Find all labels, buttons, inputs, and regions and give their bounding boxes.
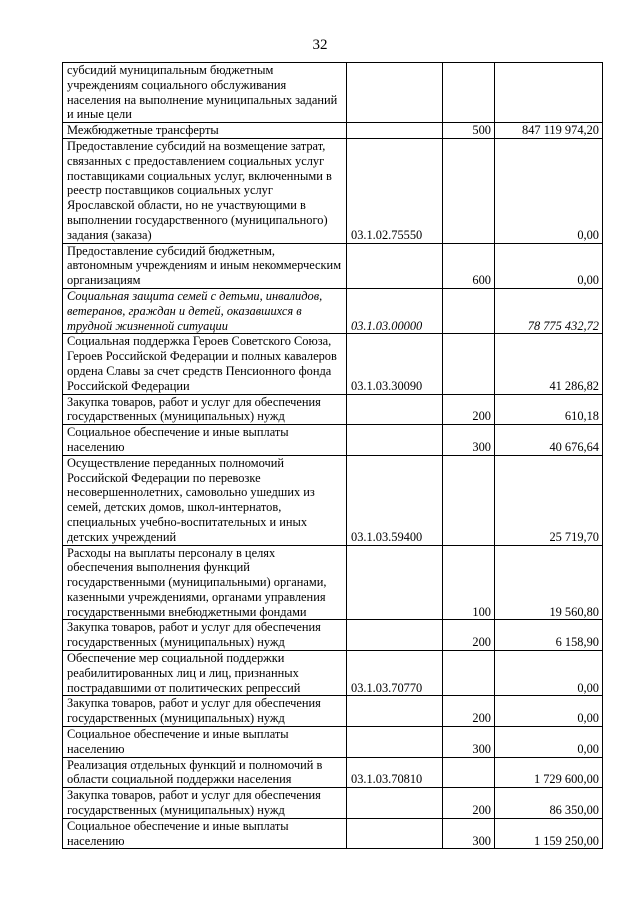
table-row: [63, 727, 603, 758]
row-type-cell: 300: [443, 425, 495, 456]
row-name-cell: Реализация отдельных функций и полномочий в области социальной поддержки населения: [63, 757, 347, 788]
row-name-cell: Социальная защита семей с детьми, инвалидов, ветеранов, граждан и детей, оказавшихся в трудной жизненной ситуации: [63, 288, 347, 333]
row-code-cell: [347, 63, 443, 123]
row-type-cell: 300: [443, 818, 495, 849]
row-code-cell: [347, 620, 443, 651]
row-code-cell: [347, 788, 443, 819]
row-name-cell: Социальная поддержка Героев Советского Союза, Героев Российской Федерации и полных кавалеров ордена Славы за счет средств Пенсионного фонда Российской Федерации: [63, 334, 347, 394]
table-row: [63, 455, 603, 545]
row-name-cell: субсидий муниципальным бюджетным учреждениям социального обслуживания населения на выполнение муниципальных заданий и иные цели: [63, 63, 347, 123]
row-sum-cell: 0,00: [495, 696, 603, 727]
table-row: [63, 818, 603, 849]
table-row: [63, 620, 603, 651]
row-type-cell: 500: [443, 123, 495, 139]
row-code-cell: [347, 696, 443, 727]
table-row: [63, 788, 603, 819]
table-row: [63, 288, 603, 333]
table-row: [63, 394, 603, 425]
row-sum-cell: 0,00: [495, 243, 603, 288]
row-sum-cell: 41 286,82: [495, 334, 603, 394]
row-sum-cell: 40 676,64: [495, 425, 603, 456]
row-sum-cell: 6 158,90: [495, 620, 603, 651]
row-sum-cell: 1 729 600,00: [495, 757, 603, 788]
row-code-cell: 03.1.03.59400: [347, 455, 443, 545]
row-sum-cell: 0,00: [495, 651, 603, 696]
row-name-cell: Социальное обеспечение и иные выплаты населению: [63, 818, 347, 849]
row-name-cell: Предоставление субсидий на возмещение затрат, связанных с предоставлением социальных услуг поставщиками социальных услуг, включенными в реестр поставщиков социальных услуг Ярославской области, но не участвующими в выполнении государственного (муниципального) задания (заказа): [63, 138, 347, 243]
row-sum-cell: 610,18: [495, 394, 603, 425]
page-number: 32: [312, 37, 328, 53]
table-row: [63, 425, 603, 456]
row-code-cell: 03.1.02.75550: [347, 138, 443, 243]
row-name-cell: Социальное обеспечение и иные выплаты населению: [63, 727, 347, 758]
row-type-cell: [443, 455, 495, 545]
row-code-cell: 03.1.03.70810: [347, 757, 443, 788]
row-name-cell: Межбюджетные трансферты: [63, 123, 347, 139]
row-name-cell: Предоставление субсидий бюджетным, автономным учреждениям и иным некоммерческим организациям: [63, 243, 347, 288]
row-type-cell: 200: [443, 696, 495, 727]
budget-table-body: [63, 63, 603, 849]
row-sum-cell: 19 560,80: [495, 545, 603, 620]
row-name-cell: Расходы на выплаты персоналу в целях обеспечения выполнения функций государственными (муниципальными) органами, казенными учреждениями, органами управления государственными внебюджетными фондами: [63, 545, 347, 620]
row-type-cell: [443, 757, 495, 788]
row-type-cell: [443, 334, 495, 394]
row-sum-cell: [495, 63, 603, 123]
row-sum-cell: 1 159 250,00: [495, 818, 603, 849]
table-row: [63, 651, 603, 696]
row-code-cell: [347, 727, 443, 758]
row-sum-cell: 86 350,00: [495, 788, 603, 819]
row-sum-cell: 847 119 974,20: [495, 123, 603, 139]
row-type-cell: [443, 651, 495, 696]
row-name-cell: Закупка товаров, работ и услуг для обеспечения государственных (муниципальных) нужд: [63, 696, 347, 727]
row-code-cell: [347, 394, 443, 425]
row-name-cell: Закупка товаров, работ и услуг для обеспечения государственных (муниципальных) нужд: [63, 620, 347, 651]
table-row: [63, 757, 603, 788]
row-type-cell: 100: [443, 545, 495, 620]
row-type-cell: 300: [443, 727, 495, 758]
row-sum-cell: 25 719,70: [495, 455, 603, 545]
row-type-cell: [443, 138, 495, 243]
row-type-cell: 200: [443, 394, 495, 425]
table-row: [63, 138, 603, 243]
row-type-cell: 600: [443, 243, 495, 288]
row-name-cell: Социальное обеспечение и иные выплаты населению: [63, 425, 347, 456]
row-sum-cell: 0,00: [495, 727, 603, 758]
row-sum-cell: 0,00: [495, 138, 603, 243]
row-name-cell: Закупка товаров, работ и услуг для обеспечения государственных (муниципальных) нужд: [63, 788, 347, 819]
row-code-cell: 03.1.03.00000: [347, 288, 443, 333]
row-code-cell: 03.1.03.70770: [347, 651, 443, 696]
row-code-cell: [347, 545, 443, 620]
row-sum-cell: 78 775 432,72: [495, 288, 603, 333]
row-type-cell: [443, 288, 495, 333]
row-type-cell: [443, 63, 495, 123]
row-name-cell: Осуществление переданных полномочий Российской Федерации по перевозке несовершеннолетних, самовольно ушедших из семей, детских домов, школ-интернатов, специальных учебно-воспитательных и иных детских учреждений: [63, 455, 347, 545]
row-code-cell: [347, 425, 443, 456]
row-code-cell: [347, 818, 443, 849]
row-type-cell: 200: [443, 620, 495, 651]
row-name-cell: Закупка товаров, работ и услуг для обеспечения государственных (муниципальных) нужд: [63, 394, 347, 425]
table-row: [63, 63, 603, 123]
row-code-cell: [347, 123, 443, 139]
row-code-cell: [347, 243, 443, 288]
table-row: [63, 545, 603, 620]
row-name-cell: Обеспечение мер социальной поддержки реабилитированных лиц и лиц, признанных пострадавшими от политических репрессий: [63, 651, 347, 696]
row-type-cell: 200: [443, 788, 495, 819]
table-row: [63, 123, 603, 139]
budget-table: [62, 62, 603, 849]
table-row: [63, 696, 603, 727]
table-row: [63, 334, 603, 394]
row-code-cell: 03.1.03.30090: [347, 334, 443, 394]
table-row: [63, 243, 603, 288]
